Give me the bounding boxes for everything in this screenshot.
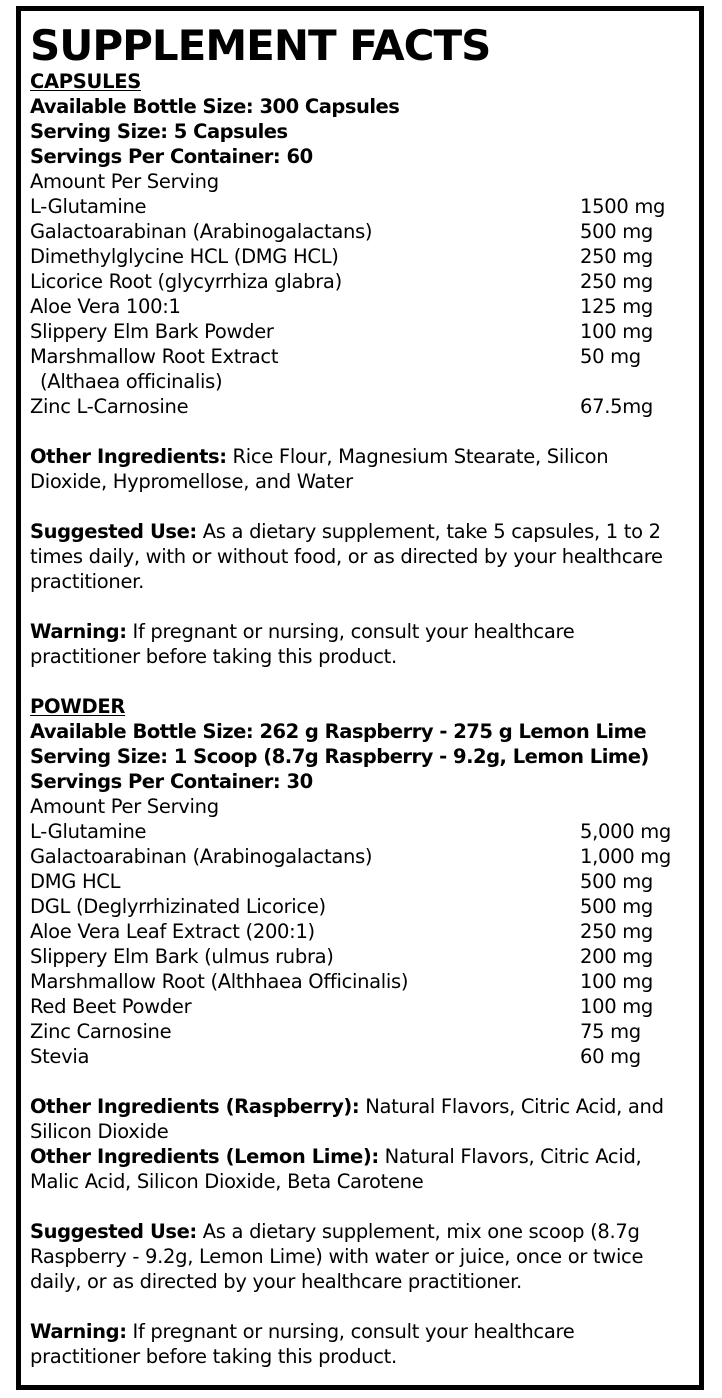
other-ingredients-text: Rice Flour, Magnesium Stearate, Silicon Dioxide, Hypromellose, and Water <box>30 445 609 493</box>
spacer <box>30 1069 690 1094</box>
capsules-ingredient-row <box>30 269 690 294</box>
powder-ingredient-row <box>30 944 690 969</box>
capsules-ingredient-row <box>30 319 690 344</box>
capsules-ingredient-row <box>30 369 690 394</box>
suggested-use-label: Suggested Use: <box>30 520 197 543</box>
ingredient-amount: 50 mg <box>580 345 641 368</box>
ingredient-name: Dimethylglycine HCL (DMG HCL) <box>30 245 339 268</box>
suggested-use-text: As a dietary supplement, take 5 capsules, 1 to 2 times daily, with or without food, or as directed by your healthcare practitioner. <box>30 520 663 593</box>
capsules-suggested-use <box>30 519 690 594</box>
ingredient-amount: 200 mg <box>580 945 653 968</box>
spacer <box>30 419 690 444</box>
powder-heading: POWDER <box>30 695 126 718</box>
other-ingredients-raspberry-text: Natural Flavors, Citric Acid, and Silicon Dioxide <box>30 1095 664 1143</box>
capsules-other-ingredients <box>30 444 690 494</box>
ingredient-name: Marshmallow Root (Althhaea Officinalis) <box>30 970 409 993</box>
ingredient-amount: 100 mg <box>580 995 653 1018</box>
capsules-ingredient-row <box>30 344 690 369</box>
ingredient-amount: 250 mg <box>580 245 653 268</box>
ingredient-amount: 500 mg <box>580 870 653 893</box>
ingredient-amount: 500 mg <box>580 220 653 243</box>
warning-label: Warning: <box>30 620 127 643</box>
powder-serving-size: Serving Size: 1 Scoop (8.7g Raspberry - 9.2g, Lemon Lime) <box>30 745 649 768</box>
powder-ingredient-row <box>30 819 690 844</box>
ingredient-name: Aloe Vera 100:1 <box>30 295 181 318</box>
warning-text: If pregnant or nursing, consult your healthcare practitioner before taking this product. <box>30 1320 575 1368</box>
powder-suggested-use <box>30 1219 690 1294</box>
spacer <box>30 494 690 519</box>
powder-ingredient-row <box>30 1019 690 1044</box>
capsules-ingredient-row <box>30 294 690 319</box>
spacer <box>30 1294 690 1319</box>
powder-other-ingredients-raspberry <box>30 1094 690 1144</box>
other-ingredients-label: Other Ingredients: <box>30 445 227 468</box>
capsules-warning <box>30 619 690 669</box>
spacer <box>30 594 690 619</box>
ingredient-amount: 67.5mg <box>580 395 653 418</box>
capsules-ingredient-row <box>30 244 690 269</box>
label-content <box>30 23 690 1369</box>
ingredient-name: Galactoarabinan (Arabinogalactans) <box>30 845 373 868</box>
other-ingredients-raspberry-label: Other Ingredients (Raspberry): <box>30 1095 360 1118</box>
powder-bottle-size: Available Bottle Size: 262 g Raspberry - 275 g Lemon Lime <box>30 720 647 743</box>
ingredient-amount: 250 mg <box>580 920 653 943</box>
ingredient-amount: 1,000 mg <box>580 845 671 868</box>
powder-other-ingredients-lemon-lime <box>30 1144 690 1194</box>
ingredient-amount: 250 mg <box>580 270 653 293</box>
ingredient-name: Stevia <box>30 1045 90 1068</box>
supplement-facts-label <box>16 6 704 1390</box>
capsules-ingredient-row <box>30 394 690 419</box>
powder-ingredient-row <box>30 844 690 869</box>
powder-ingredient-row <box>30 894 690 919</box>
ingredient-name: L-Glutamine <box>30 195 147 218</box>
ingredient-amount: 1500 mg <box>580 195 666 218</box>
capsules-serving-size: Serving Size: 5 Capsules <box>30 120 288 143</box>
ingredient-amount: 100 mg <box>580 970 653 993</box>
warning-text: If pregnant or nursing, consult your healthcare practitioner before taking this product. <box>30 620 575 668</box>
ingredient-name: Aloe Vera Leaf Extract (200:1) <box>30 920 315 943</box>
ingredient-name: Slippery Elm Bark (ulmus rubra) <box>30 945 334 968</box>
powder-amount-per-serving: Amount Per Serving <box>30 795 219 818</box>
spacer <box>30 1194 690 1219</box>
ingredient-amount: 500 mg <box>580 895 653 918</box>
capsules-bottle-size: Available Bottle Size: 300 Capsules <box>30 95 400 118</box>
capsules-ingredient-row <box>30 194 690 219</box>
ingredient-amount: 100 mg <box>580 320 653 343</box>
ingredient-name: Zinc L-Carnosine <box>30 395 189 418</box>
other-ingredients-lemon-lime-label: Other Ingredients (Lemon Lime): <box>30 1145 379 1168</box>
spacer <box>30 669 690 694</box>
warning-label: Warning: <box>30 1320 127 1343</box>
ingredient-name: Red Beet Powder <box>30 995 192 1018</box>
capsules-servings-per-container: Servings Per Container: 60 <box>30 145 313 168</box>
label-title: SUPPLEMENT FACTS <box>30 21 491 70</box>
ingredient-amount: 75 mg <box>580 1020 641 1043</box>
other-ingredients-lemon-lime-text: Natural Flavors, Citric Acid, Malic Acid, Silicon Dioxide, Beta Carotene <box>30 1145 642 1193</box>
ingredient-name: Licorice Root (glycyrrhiza glabra) <box>30 270 342 293</box>
ingredient-amount: 5,000 mg <box>580 820 671 843</box>
capsules-heading: CAPSULES <box>30 70 141 93</box>
powder-ingredient-row <box>30 1044 690 1069</box>
powder-ingredient-row <box>30 969 690 994</box>
powder-ingredient-row <box>30 994 690 1019</box>
powder-ingredient-row <box>30 919 690 944</box>
ingredient-name: Marshmallow Root Extract <box>30 345 279 368</box>
powder-ingredient-row <box>30 869 690 894</box>
ingredient-amount: 60 mg <box>580 1045 641 1068</box>
ingredient-name: L-Glutamine <box>30 820 147 843</box>
ingredient-name: Slippery Elm Bark Powder <box>30 320 274 343</box>
ingredient-name: Galactoarabinan (Arabinogalactans) <box>30 220 373 243</box>
capsules-amount-per-serving: Amount Per Serving <box>30 170 219 193</box>
ingredient-name: (Althaea officinalis) <box>40 370 223 393</box>
suggested-use-label: Suggested Use: <box>30 1220 197 1243</box>
powder-servings-per-container: Servings Per Container: 30 <box>30 770 313 793</box>
suggested-use-text: As a dietary supplement, mix one scoop (8.7g Raspberry - 9.2g, Lemon Lime) with water or juice, once or twice daily, or as directed by your healthcare practitioner. <box>30 1220 644 1293</box>
ingredient-name: DGL (Deglyrrhizinated Licorice) <box>30 895 326 918</box>
powder-warning <box>30 1319 690 1369</box>
ingredient-name: DMG HCL <box>30 870 121 893</box>
capsules-ingredient-row <box>30 219 690 244</box>
ingredient-name: Zinc Carnosine <box>30 1020 172 1043</box>
ingredient-amount: 125 mg <box>580 295 653 318</box>
